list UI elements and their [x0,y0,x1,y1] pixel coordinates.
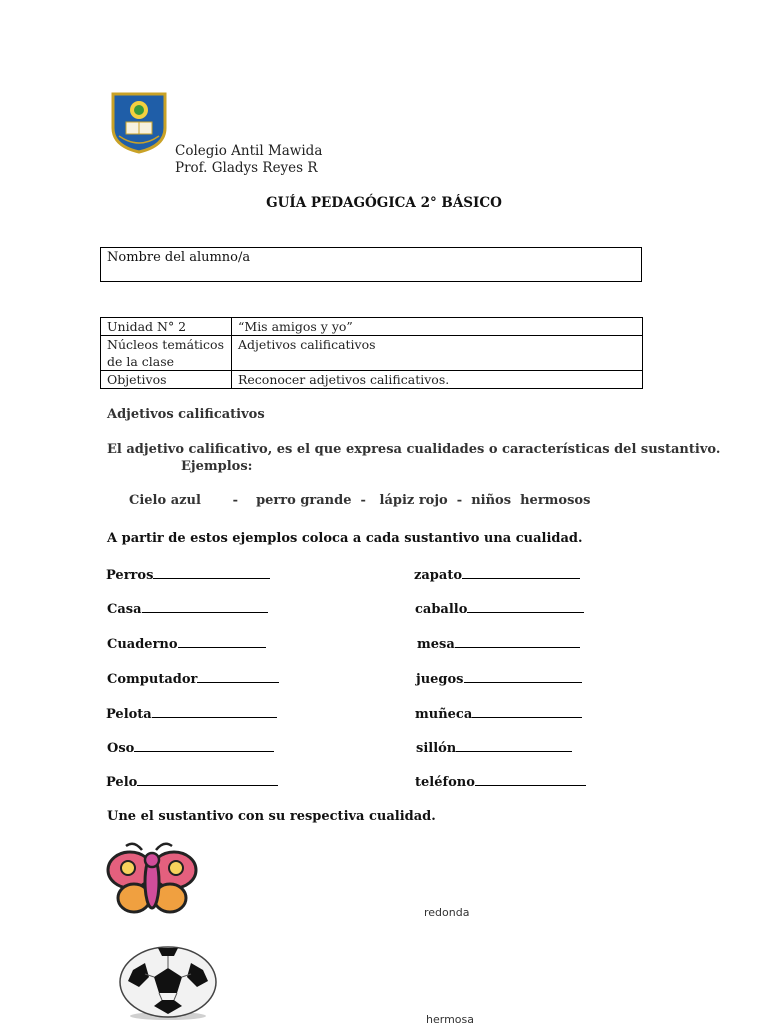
exercise2-instruction: Une el sustantivo con su respectiva cualidad. [107,809,436,824]
info-value: “Mis amigos y yo” [232,318,643,336]
noun-item: Cuaderno [107,635,266,652]
quality-label: redonda [424,906,470,919]
answer-blank[interactable] [456,739,572,752]
answer-blank[interactable] [197,670,279,683]
answer-blank[interactable] [462,566,580,579]
answer-blank[interactable] [137,773,278,786]
info-label: Núcleos temáticos de la clase [101,336,232,371]
soccer-ball-image [118,944,218,1020]
school-logo [109,90,169,154]
info-table [100,317,643,389]
info-label: Unidad N° 2 [101,318,232,336]
noun-item: juegos [416,670,582,687]
noun-item: sillón [416,739,572,756]
noun-item: Pelo [106,773,278,790]
info-value: Adjetivos calificativos [232,336,643,371]
answer-blank[interactable] [153,566,270,579]
answer-blank[interactable] [455,635,580,648]
noun-item: Casa [107,600,268,617]
section-heading: Adjetivos calificativos [107,407,265,422]
table-row [101,336,643,371]
info-value: Reconocer adjetivos calificativos. [232,371,643,389]
student-name-field[interactable] [100,247,642,282]
exercise1-instruction: A partir de estos ejemplos coloca a cada sustantivo una cualidad. [107,531,583,546]
school-header [175,143,322,177]
page-title: GUÍA PEDAGÓGICA 2° BÁSICO [266,195,502,211]
answer-blank[interactable] [464,670,582,683]
info-label: Objetivos [101,371,232,389]
butterfly-image [106,840,200,920]
student-name-label: Nombre del alumno/a [107,250,251,265]
table-row [101,318,643,336]
definition-text: El adjetivo calificativo, es el que expresa cualidades o características del sustantivo. [107,442,721,457]
table-row [101,371,643,389]
noun-item: Perros [106,566,270,583]
quality-label: hermosa [426,1013,474,1026]
answer-blank[interactable] [475,773,586,786]
examples-text: Cielo azul - perro grande - lápiz rojo - niños hermosos [129,493,591,508]
noun-item: teléfono [415,773,586,790]
teacher-name: Prof. Gladys Reyes R [175,160,318,176]
answer-blank[interactable] [178,635,266,648]
noun-item: zapato [414,566,580,583]
noun-item: Oso [107,739,274,756]
noun-item: muñeca [415,705,582,722]
examples-label: Ejemplos: [181,459,253,474]
answer-blank[interactable] [472,705,582,718]
noun-item: caballo [415,600,584,617]
answer-blank[interactable] [142,600,268,613]
noun-item: mesa [417,635,580,652]
noun-item: Computador [107,670,279,687]
noun-item: Pelota [106,705,277,722]
answer-blank[interactable] [134,739,274,752]
answer-blank[interactable] [467,600,584,613]
school-name: Colegio Antil Mawida [175,143,323,159]
answer-blank[interactable] [152,705,277,718]
